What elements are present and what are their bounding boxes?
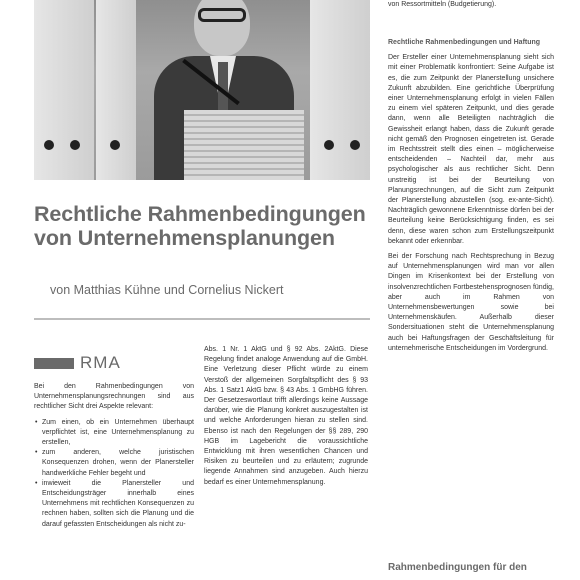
rma-logo (34, 354, 121, 372)
intro-paragraph: Bei den Rahmenbedingungen von Unternehmensplanungsrechnungen sind aus rechtlicher Sicht drei Aspekte relevant: (34, 383, 194, 411)
binder-hole (350, 140, 360, 150)
continued-line: von Ressortmitteln (Budgetierung). (388, 1, 497, 8)
body-paragraph: Bei der Forschung nach Rechtsprechung in Bezug auf Unternehmensplanungen wird man vor allen Dingen im Krisenkontext bei der Erstellung von insolvenzrechtlichen Fortbestehensprognosen fündig, aber auch im Rahmen von Unternehmensbewertungen sowie bei Unternehmenskäufen. Außerhalb dieser Sondersituationen steht die Unternehmensplanung auch bei Haftungsfragen der Geschäftsleitung für unternehmerische Entscheidungen im Vordergrund. (388, 253, 554, 352)
logo-bar (34, 358, 74, 369)
binder (34, 0, 94, 180)
logo-text: RMA (80, 353, 121, 372)
column-1 (34, 382, 194, 530)
column-3 (388, 0, 554, 359)
byline: von Matthias Kühne und Cornelius Nickert (50, 283, 284, 297)
column-2 (204, 345, 368, 493)
list-item: • zum anderen, welche juristischen Konsequenzen drohen, wenn der Planersteller handwerkliche Fehler begeht und (42, 448, 194, 479)
binder (96, 0, 136, 180)
section-heading: Rechtliche Rahmenbedingungen und Haftung (388, 39, 541, 47)
divider (34, 318, 370, 320)
title-line-2: von Unternehmensplanungen (34, 226, 335, 250)
binder (310, 0, 370, 180)
binder-hole (324, 140, 334, 150)
binder-hole (110, 140, 120, 150)
article-title (34, 202, 370, 250)
body-paragraph: Der Ersteller einer Unternehmensplanung sieht sich mit einer Problematik konfrontiert: Seine Aufgabe ist es, die zum Zeitpunkt der Planerstellung unsichere Zukunft abzubilden. Eine gerichtliche Überprüfung einer Unternehmensplanung erfolgt in vielen Fällen zu einem viel späteren Zeitpunkt, und dies gerade dann, wenn alle Beteiligten nachträglich die Gewissheit erlangt haben, dass die Zukunft gerade nicht gemäß den Prognosen eingetreten ist. Gerade im Rechtsstreit stellt dies einen – möglicherweise entscheidenden – Nachteil dar, mehr aus psychologischer als aus rechtlicher Sicht. Denn unstreitig ist bei der Beurteilung von Planungsrechnungen, auf die Sicht zum Zeitpunkt der Planerstellung abzustellen (sog. ex-ante-Sicht). Nachträglich gewonnene Erkenntnisse dürfen bei der Beurteilung keine Berücksichtigung finden, es sei denn, diese waren schon zum Erstellungszeitpunkt bekannt oder erkennbar. (388, 54, 554, 245)
body-paragraph: Abs. 1 Nr. 1 AktG und § 92 Abs. 2AktG. Diese Regelung findet analoge Anwendung auf die GmbH. Eine Verletzung dieser Pflicht würde zu einem Verstoß der allgemeinen Sorgfaltspflicht des § 93 Abs. 1 Satz1 AktG bzw. § 43 Abs. 1 GmbHG führen. Der Gesetzeswortlaut trifft allerdings keine Aussage darüber, wie die Planung konkret auszugestalten ist und welche Anforderungen hieran zu stellen sind. Ebenso ist nach den Regelungen der §§ 289, 290 HGB im Lagebericht die voraussichtliche Entwicklung mit ihren wesentlichen Chancen und Risiken zu beurteilen und zu erläutern; zugrunde liegende Annahmen sind anzugeben. Auch hierzu bedarf es einer Unternehmensplanung. (204, 346, 368, 486)
binder-hole (44, 140, 54, 150)
binder-hole (70, 140, 80, 150)
aspect-list (34, 418, 194, 530)
list-item: • inwieweit die Planersteller und Entscheidungsträger innerhalb eines Unternehmens mit rechtlichen Konsequenzen zu rechnen haben, sollten sich die Planung und die darauf gefassten Entscheidungen als nicht zu- (42, 479, 194, 530)
section-heading: Rahmenbedingungen für den (388, 562, 527, 573)
header-photo (34, 0, 370, 180)
list-item: • Zum einen, ob ein Unternehmen überhaupt verpflichtet ist, eine Unternehmensplanung zu erstellen, (42, 418, 194, 449)
title-line-1: Rechtliche Rahmenbedingungen (34, 202, 366, 226)
file-stack (184, 110, 304, 180)
